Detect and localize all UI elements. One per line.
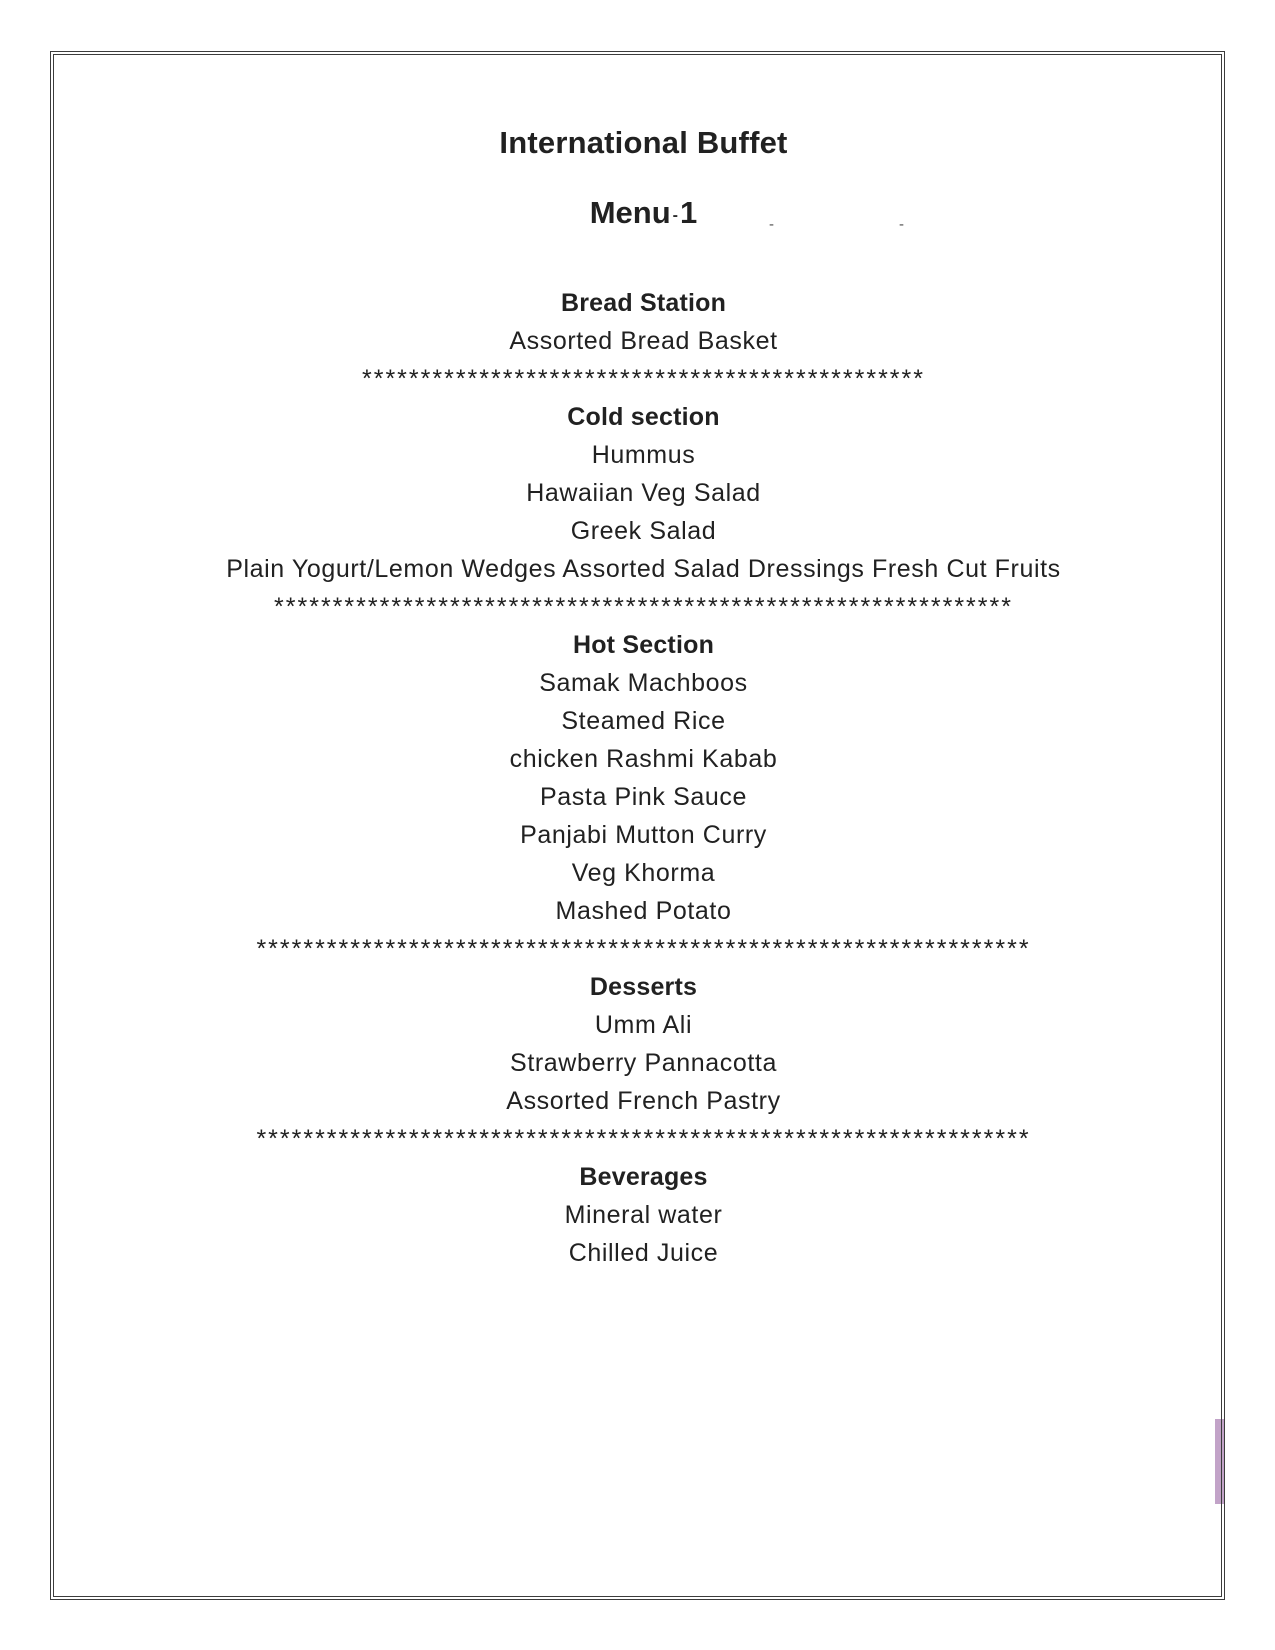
menu-item: Pasta Pink Sauce — [540, 783, 747, 811]
section-header-bread-station: Bread Station — [560, 289, 727, 317]
section-header-cold-section: Cold section — [567, 403, 720, 431]
subtitle-separator: - — [672, 207, 678, 224]
menu-item: Steamed Rice — [561, 707, 726, 735]
menu-item: Samak Machboos — [539, 669, 748, 697]
section-header-desserts: Desserts — [589, 973, 698, 1001]
menu-item: Assorted French Pastry — [506, 1087, 781, 1115]
menu-item: Chilled Juice — [568, 1239, 719, 1267]
document-title: International Buffet — [499, 125, 788, 160]
menu-item: Strawberry Pannacotta — [510, 1049, 777, 1077]
divider-row: *************************************************************** — [274, 593, 1013, 621]
menu-item: Hawaiian Veg Salad — [526, 479, 761, 507]
menu — [62, 284, 1225, 1272]
document-content — [50, 51, 1225, 1272]
menu-item: Greek Salad — [570, 517, 717, 545]
section-header-hot-section: Hot Section — [572, 631, 715, 659]
menu-item: Assorted Bread Basket — [509, 327, 778, 355]
divider-row: ************************************************ — [362, 365, 925, 393]
subtitle-word: Menu — [589, 195, 671, 230]
menu-item: Hummus — [591, 441, 696, 469]
menu-item: Veg Khorma — [571, 859, 716, 887]
stray-dash-mark: - — [899, 216, 904, 233]
menu-item: Plain Yogurt/Lemon Wedges Assorted Salad Dressings Fresh Cut Fruits — [226, 555, 1061, 583]
stray-dash-mark: - — [769, 216, 774, 233]
menu-item: chicken Rashmi Kabab — [509, 745, 778, 773]
menu-item: Mineral water — [564, 1201, 723, 1229]
divider-row: ****************************************************************** — [256, 1125, 1031, 1153]
document-subtitle — [62, 193, 1225, 236]
subtitle-number: 1 — [680, 195, 698, 230]
menu-item: Mashed Potato — [555, 897, 732, 925]
menu-item: Panjabi Mutton Curry — [520, 821, 767, 849]
section-header-beverages: Beverages — [579, 1163, 708, 1191]
divider-row: ****************************************************************** — [256, 935, 1031, 963]
menu-item: Umm Ali — [594, 1011, 693, 1039]
